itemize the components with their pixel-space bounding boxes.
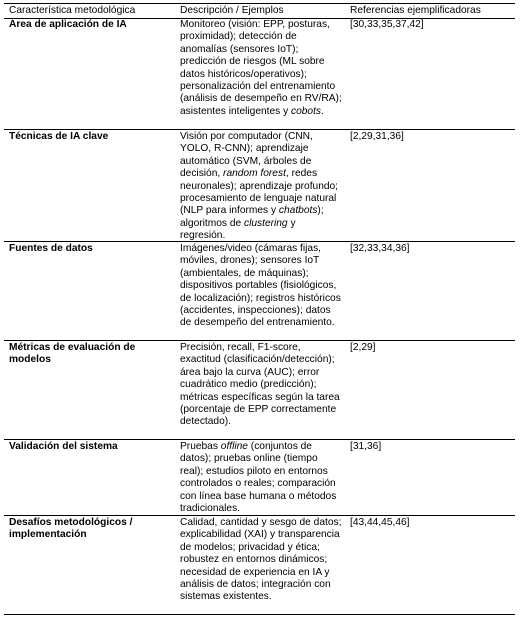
table-top-rule — [4, 3, 515, 4]
row-references: [2,29,31,36] — [350, 131, 404, 142]
row-feature: Área de aplicación de IA — [9, 19, 127, 30]
row-rule — [4, 129, 515, 130]
row-feature: Fuentes de datos — [9, 243, 93, 254]
row-references: [43,44,45,46] — [350, 517, 410, 528]
row-description: Calidad, cantidad y sesgo de datos; explicabilidad (XAI) y transparencia de modelos; privacidad y ética; robustez en entornos dinámicos; necesidad de experiencia en IA y análisis de datos; integración con sistemas existentes. — [180, 517, 342, 603]
row-description: Pruebas offline (conjuntos de datos); pruebas online (tiempo real); estudios piloto en entornos controlados o reales; comparación con línea base humana o métodos tradicionales. — [180, 441, 337, 515]
row-feature: Técnicas de IA clave — [9, 131, 109, 142]
row-description: Imágenes/video (cámaras fijas, móviles, drones); sensores IoT (ambientales, de máquinas); dispositivos portables (fisiológicos, de localización); registros históricos (accidentes, inspecciones); datos de desempeño del entrenamiento. — [180, 243, 341, 329]
column-header-feature: Característica metodológica — [9, 5, 136, 16]
row-feature: Métricas de evaluación de modelos — [9, 342, 136, 366]
row-feature: Validación del sistema — [9, 441, 118, 452]
row-description: Visión por computador (CNN, YOLO, R-CNN); aprendizaje automático (SVM, árboles de decisión, random forest, redes neuronales); aprendizaje profundo; procesamiento de lenguaje natural (NLP para informes y chatbots); algoritmos de clustering y regresión. — [180, 131, 339, 242]
row-references: [32,33,34,36] — [350, 243, 410, 254]
column-header-references: Referencias ejemplificadoras — [350, 5, 481, 16]
row-rule — [4, 340, 515, 341]
row-description: Precisión, recall, F1-score, exactitud (clasificación/detección); área bajo la curva (AUC); error cuadrático medio (predicción); métricas específicas según la tarea (porcentaje de EPP correctamente detectado). — [180, 342, 340, 428]
table-bottom-rule — [4, 614, 515, 615]
row-description: Monitoreo (visión: EPP, posturas, proximidad); detección de anomalías (sensores IoT); predicción de riesgos (ML sobre datos históricos/operativos); personalización del entrenamiento (análisis de desempeño en RV/RA); asistentes inteligentes y cobots. — [180, 19, 342, 117]
row-references: [2,29] — [350, 342, 376, 353]
row-references: [30,33,35,37,42] — [350, 19, 424, 30]
row-rule — [4, 439, 515, 440]
column-header-description: Descripción / Ejemplos — [180, 5, 284, 16]
row-references: [31,36] — [350, 441, 382, 452]
row-feature: Desafíos metodológicos / implementación — [9, 517, 133, 541]
